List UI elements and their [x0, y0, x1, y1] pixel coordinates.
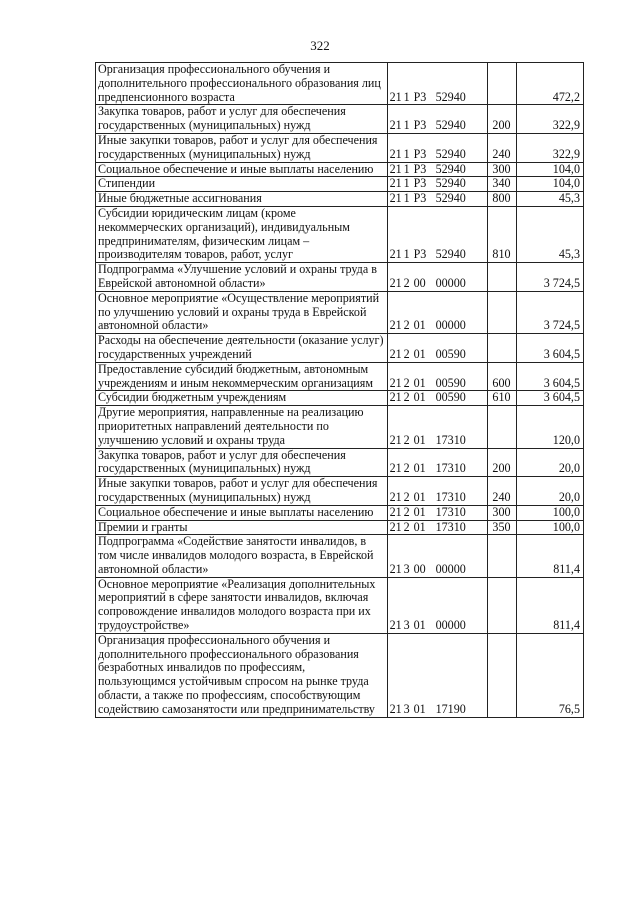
- code-part: 00590: [435, 390, 466, 405]
- amount-cell: 322,9: [517, 133, 584, 162]
- expense-name-cell: Основное мероприятие «Реализация дополнительных мероприятий в сфере занятости инвалидов, включая сопровождение инвалидов молодого возраста при их трудоустройстве»: [96, 577, 388, 633]
- amount-cell: 322,9: [517, 105, 584, 134]
- code-part: 01: [413, 375, 426, 390]
- code-part: 00000: [435, 318, 466, 333]
- expense-name-cell: Основное мероприятие «Осуществление мероприятий по улучшению условий и охраны труда в Еврейской автономной области»: [96, 291, 388, 333]
- expense-name-cell: Иные бюджетные ассигнования: [96, 192, 388, 207]
- code-part: 01: [413, 504, 426, 519]
- expense-name-cell: Другие мероприятия, направленные на реализацию приоритетных направлений деятельности по улучшению условий и охраны труда: [96, 406, 388, 448]
- budget-table-body: [96, 63, 584, 718]
- table-row: [96, 133, 584, 162]
- code-part: 21: [389, 461, 402, 476]
- code-part: 21: [389, 504, 402, 519]
- code-part: Р3: [413, 118, 427, 133]
- code-part: 21: [389, 191, 402, 206]
- table-row: [96, 535, 584, 577]
- code-part: 2: [403, 346, 410, 361]
- table-row: [96, 263, 584, 292]
- code-part: 2: [403, 318, 410, 333]
- target-article-code-cell: [387, 334, 487, 363]
- amount-cell: 45,3: [517, 192, 584, 207]
- expense-type-cell: 300: [487, 505, 516, 520]
- target-article-code-cell: [387, 63, 487, 105]
- table-row: [96, 448, 584, 477]
- code-part: 17190: [435, 701, 466, 716]
- expense-type-cell: [487, 577, 516, 633]
- code-part: 17310: [435, 461, 466, 476]
- code-part: 01: [413, 701, 426, 716]
- target-article-code-cell: [387, 362, 487, 391]
- code-part: 00000: [435, 275, 466, 290]
- table-row: [96, 391, 584, 406]
- table-row: [96, 577, 584, 633]
- code-part: 1: [403, 161, 410, 176]
- code-part: 2: [403, 375, 410, 390]
- code-part: 52940: [435, 146, 466, 161]
- code-part: Р3: [413, 89, 427, 104]
- target-article-code-cell: [387, 505, 487, 520]
- expense-type-cell: 810: [487, 206, 516, 262]
- expense-name-cell: Расходы на обеспечение деятельности (оказание услуг) государственных учреждений: [96, 334, 388, 363]
- code-part: 17310: [435, 432, 466, 447]
- code-part: 21: [389, 89, 402, 104]
- code-part: Р3: [413, 247, 427, 262]
- amount-cell: 811,4: [517, 535, 584, 577]
- code-part: 3: [403, 618, 410, 633]
- table-row: [96, 477, 584, 506]
- code-part: 1: [403, 118, 410, 133]
- code-part: 21: [389, 432, 402, 447]
- code-part: 52940: [435, 118, 466, 133]
- table-row: [96, 334, 584, 363]
- code-part: 01: [413, 618, 426, 633]
- expense-type-cell: 350: [487, 520, 516, 535]
- expense-type-cell: [487, 406, 516, 448]
- expense-name-cell: Стипендии: [96, 177, 388, 192]
- expense-type-cell: 200: [487, 448, 516, 477]
- code-part: 21: [389, 176, 402, 191]
- table-row: [96, 362, 584, 391]
- target-article-code-cell: [387, 177, 487, 192]
- expense-name-cell: Организация профессионального обучения и дополнительного профессионального образования безработных инвалидов по профессиям, пользующимся устойчивым спросом на рынке труда области, а также по профессиям, способствующим содействию самозанятости или предпринимательству: [96, 633, 388, 717]
- amount-cell: 3 724,5: [517, 263, 584, 292]
- code-part: 21: [389, 701, 402, 716]
- amount-cell: 3 724,5: [517, 291, 584, 333]
- expense-name-cell: Субсидии юридическим лицам (кроме некоммерческих организаций), индивидуальным предпринимателям, физическим лицам – производителям товаров, работ, услуг: [96, 206, 388, 262]
- expense-type-cell: [487, 535, 516, 577]
- table-row: [96, 177, 584, 192]
- expense-type-cell: [487, 263, 516, 292]
- code-part: 01: [413, 461, 426, 476]
- code-part: 01: [413, 318, 426, 333]
- code-part: 2: [403, 275, 410, 290]
- code-part: Р3: [413, 161, 427, 176]
- code-part: 52940: [435, 176, 466, 191]
- expense-name-cell: Социальное обеспечение и иные выплаты населению: [96, 162, 388, 177]
- table-row: [96, 162, 584, 177]
- code-part: 00000: [435, 618, 466, 633]
- expense-type-cell: [487, 633, 516, 717]
- expense-type-cell: 600: [487, 362, 516, 391]
- expense-name-cell: Закупка товаров, работ и услуг для обеспечения государственных (муниципальных) нужд: [96, 105, 388, 134]
- table-row: [96, 206, 584, 262]
- code-part: 01: [413, 390, 426, 405]
- target-article-code-cell: [387, 192, 487, 207]
- expense-name-cell: Иные закупки товаров, работ и услуг для обеспечения государственных (муниципальных) нужд: [96, 477, 388, 506]
- amount-cell: 3 604,5: [517, 334, 584, 363]
- target-article-code-cell: [387, 577, 487, 633]
- code-part: 01: [413, 346, 426, 361]
- table-row: [96, 505, 584, 520]
- budget-table: [95, 62, 584, 718]
- code-part: 00: [413, 561, 426, 576]
- target-article-code-cell: [387, 633, 487, 717]
- code-part: 3: [403, 701, 410, 716]
- code-part: 2: [403, 504, 410, 519]
- code-part: 21: [389, 275, 402, 290]
- code-part: 1: [403, 191, 410, 206]
- target-article-code-cell: [387, 206, 487, 262]
- code-part: 01: [413, 519, 426, 534]
- code-part: 3: [403, 561, 410, 576]
- code-part: 17310: [435, 504, 466, 519]
- expense-type-cell: 240: [487, 133, 516, 162]
- code-part: 21: [389, 318, 402, 333]
- code-part: 21: [389, 146, 402, 161]
- code-part: 52940: [435, 247, 466, 262]
- code-part: 21: [389, 489, 402, 504]
- code-part: 17310: [435, 489, 466, 504]
- page-number: 322: [310, 38, 330, 53]
- amount-cell: 76,5: [517, 633, 584, 717]
- expense-type-cell: [487, 291, 516, 333]
- code-part: 1: [403, 247, 410, 262]
- code-part: 1: [403, 89, 410, 104]
- amount-cell: 472,2: [517, 63, 584, 105]
- expense-type-cell: 800: [487, 192, 516, 207]
- code-part: 1: [403, 176, 410, 191]
- table-row: [96, 520, 584, 535]
- code-part: 2: [403, 432, 410, 447]
- code-part: 01: [413, 489, 426, 504]
- code-part: 2: [403, 390, 410, 405]
- code-part: Р3: [413, 146, 427, 161]
- table-row: [96, 633, 584, 717]
- amount-cell: 100,0: [517, 520, 584, 535]
- target-article-code-cell: [387, 133, 487, 162]
- code-part: Р3: [413, 176, 427, 191]
- amount-cell: 3 604,5: [517, 362, 584, 391]
- target-article-code-cell: [387, 391, 487, 406]
- expense-type-cell: 200: [487, 105, 516, 134]
- expense-type-cell: 240: [487, 477, 516, 506]
- expense-type-cell: [487, 334, 516, 363]
- table-row: [96, 105, 584, 134]
- amount-cell: 3 604,5: [517, 391, 584, 406]
- code-part: 01: [413, 432, 426, 447]
- target-article-code-cell: [387, 263, 487, 292]
- expense-type-cell: 610: [487, 391, 516, 406]
- amount-cell: 120,0: [517, 406, 584, 448]
- amount-cell: 45,3: [517, 206, 584, 262]
- target-article-code-cell: [387, 291, 487, 333]
- code-part: 21: [389, 161, 402, 176]
- code-part: 00590: [435, 375, 466, 390]
- target-article-code-cell: [387, 477, 487, 506]
- expense-type-cell: 340: [487, 177, 516, 192]
- code-part: 2: [403, 489, 410, 504]
- code-part: 21: [389, 375, 402, 390]
- amount-cell: 20,0: [517, 477, 584, 506]
- table-row: [96, 406, 584, 448]
- code-part: 00: [413, 275, 426, 290]
- target-article-code-cell: [387, 162, 487, 177]
- code-part: 21: [389, 519, 402, 534]
- code-part: 17310: [435, 519, 466, 534]
- expense-name-cell: Закупка товаров, работ и услуг для обеспечения государственных (муниципальных) нужд: [96, 448, 388, 477]
- code-part: 52940: [435, 161, 466, 176]
- code-part: 21: [389, 247, 402, 262]
- expense-name-cell: Подпрограмма «Содействие занятости инвалидов, в том числе инвалидов молодого возраста, в Еврейской автономной области»: [96, 535, 388, 577]
- code-part: 00590: [435, 346, 466, 361]
- expense-name-cell: Подпрограмма «Улучшение условий и охраны труда в Еврейской автономной области»: [96, 263, 388, 292]
- expense-name-cell: Социальное обеспечение и иные выплаты населению: [96, 505, 388, 520]
- expense-name-cell: Предоставление субсидий бюджетным, автономным учреждениям и иным некоммерческим организациям: [96, 362, 388, 391]
- expense-name-cell: Премии и гранты: [96, 520, 388, 535]
- target-article-code-cell: [387, 535, 487, 577]
- code-part: Р3: [413, 191, 427, 206]
- code-part: 52940: [435, 191, 466, 206]
- code-part: 1: [403, 146, 410, 161]
- amount-cell: 20,0: [517, 448, 584, 477]
- code-part: 21: [389, 618, 402, 633]
- target-article-code-cell: [387, 520, 487, 535]
- table-row: [96, 63, 584, 105]
- table-row: [96, 291, 584, 333]
- expense-type-cell: 300: [487, 162, 516, 177]
- code-part: 00000: [435, 561, 466, 576]
- code-part: 21: [389, 390, 402, 405]
- amount-cell: 100,0: [517, 505, 584, 520]
- target-article-code-cell: [387, 406, 487, 448]
- code-part: 52940: [435, 89, 466, 104]
- amount-cell: 811,4: [517, 577, 584, 633]
- expense-name-cell: Иные закупки товаров, работ и услуг для обеспечения государственных (муниципальных) нужд: [96, 133, 388, 162]
- expense-name-cell: Субсидии бюджетным учреждениям: [96, 391, 388, 406]
- table-row: [96, 192, 584, 207]
- code-part: 2: [403, 519, 410, 534]
- code-part: 21: [389, 561, 402, 576]
- target-article-code-cell: [387, 448, 487, 477]
- amount-cell: 104,0: [517, 162, 584, 177]
- code-part: 21: [389, 346, 402, 361]
- code-part: 2: [403, 461, 410, 476]
- code-part: 21: [389, 118, 402, 133]
- expense-name-cell: Организация профессионального обучения и дополнительного профессионального образования лиц предпенсионного возраста: [96, 63, 388, 105]
- expense-type-cell: [487, 63, 516, 105]
- target-article-code-cell: [387, 105, 487, 134]
- amount-cell: 104,0: [517, 177, 584, 192]
